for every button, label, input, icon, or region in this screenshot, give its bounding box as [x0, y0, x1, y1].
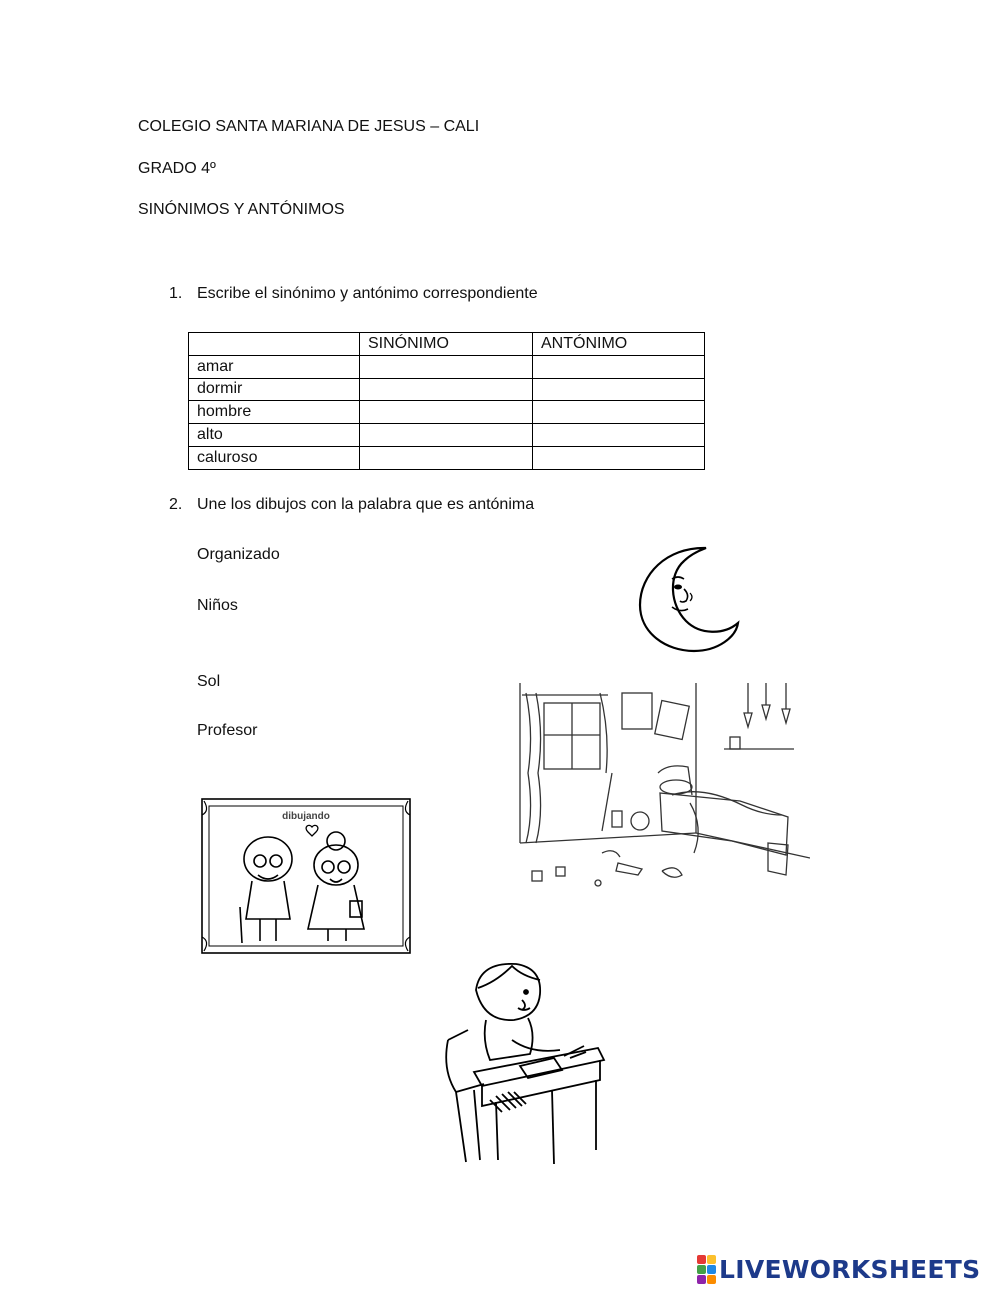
- synonym-answer-cell[interactable]: [360, 378, 533, 401]
- match-word-sol[interactable]: Sol: [197, 673, 221, 690]
- synonym-answer-cell[interactable]: [360, 446, 533, 469]
- match-word-organizado[interactable]: Organizado: [197, 546, 280, 563]
- header-cell-synonym: SINÓNIMO: [360, 333, 533, 356]
- table-header-row: [189, 333, 705, 356]
- liveworksheets-logo[interactable]: [697, 1255, 980, 1284]
- antonym-answer-cell[interactable]: [533, 355, 705, 378]
- svg-text:dibujando: dibujando: [282, 811, 330, 822]
- header-cell-blank: [189, 333, 360, 356]
- grade-label: GRADO 4º: [138, 160, 216, 177]
- student-at-desk-drawing[interactable]: [440, 960, 606, 1166]
- match-word-profesor[interactable]: Profesor: [197, 722, 258, 739]
- table-row: [189, 378, 705, 401]
- word-cell: alto: [189, 424, 360, 447]
- brand-name: LIVEWORKSHEETS: [719, 1255, 981, 1284]
- antonym-answer-cell[interactable]: [533, 424, 705, 447]
- antonym-answer-cell[interactable]: [533, 446, 705, 469]
- match-word-ninos[interactable]: Niños: [197, 597, 238, 614]
- word-cell: amar: [189, 355, 360, 378]
- messy-room-drawing[interactable]: [512, 683, 810, 903]
- antonym-answer-cell[interactable]: [533, 378, 705, 401]
- synonym-answer-cell[interactable]: [360, 424, 533, 447]
- antonym-answer-cell[interactable]: [533, 401, 705, 424]
- table-row: [189, 424, 705, 447]
- synonym-antonym-table: [188, 332, 705, 470]
- synonym-answer-cell[interactable]: [360, 355, 533, 378]
- table-row: [189, 401, 705, 424]
- question-2-number: 2.: [169, 496, 183, 513]
- word-cell: caluroso: [189, 446, 360, 469]
- logo-blocks-icon: [697, 1255, 716, 1284]
- question-1-text: Escribe el sinónimo y antónimo correspondiente: [197, 285, 538, 302]
- topic-title: SINÓNIMOS Y ANTÓNIMOS: [138, 201, 345, 218]
- word-cell: hombre: [189, 401, 360, 424]
- table-row: [189, 446, 705, 469]
- word-cell: dormir: [189, 378, 360, 401]
- header-cell-antonym: ANTÓNIMO: [533, 333, 705, 356]
- table-row: [189, 355, 705, 378]
- question-1-number: 1.: [169, 285, 183, 302]
- elderly-couple-drawing[interactable]: [200, 797, 412, 955]
- moon-drawing[interactable]: [632, 543, 744, 655]
- school-name: COLEGIO SANTA MARIANA DE JESUS – CALI: [138, 118, 480, 135]
- question-2-text: Une los dibujos con la palabra que es antónima: [197, 496, 535, 513]
- synonym-answer-cell[interactable]: [360, 401, 533, 424]
